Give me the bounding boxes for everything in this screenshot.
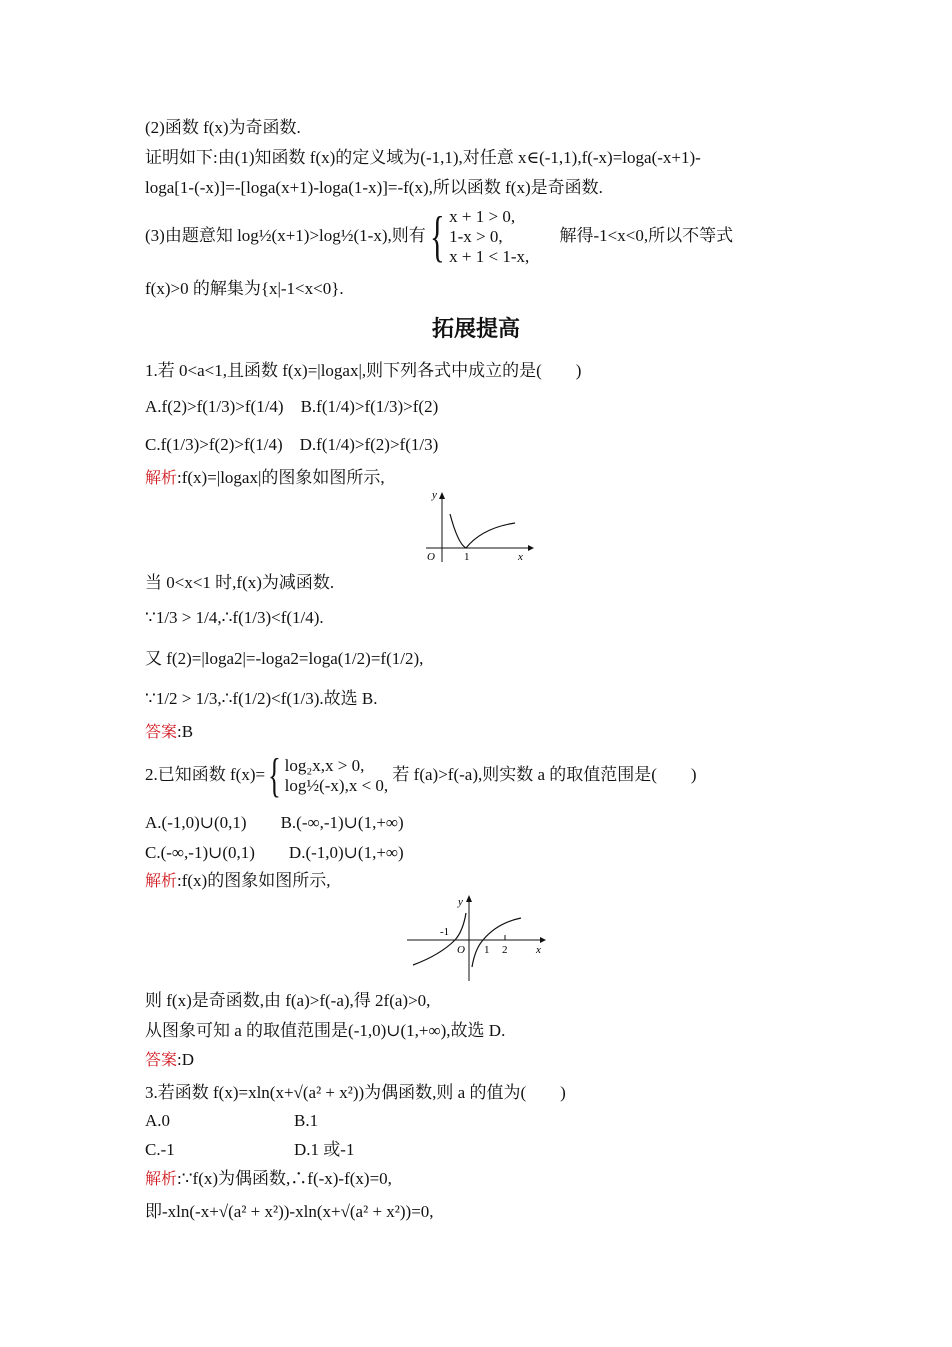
text-line: 则 f(x)是奇函数,由 f(a)>f(-a),得 2f(a)>0, bbox=[145, 991, 431, 1010]
analysis-text: :f(x)=|logax|的图象如图所示, bbox=[177, 468, 385, 487]
question-2: 2.已知函数 f(x)= { log₂x,x > 0, log½(-x),x < 0, 若 f(a)>f(-a),则实数 a 的取值范围是( ) bbox=[145, 749, 697, 803]
tick-label: 1 bbox=[464, 551, 470, 563]
text-fragment: (3)由题意知 log½(x+1)>log½(1-x),则有 bbox=[145, 226, 426, 245]
text-line-system: (3)由题意知 log½(x+1)>log½(1-x),则有 { x + 1 > 0, 1-x > 0, x + 1 < 1-x, 解得-1<x<0,所以不等式 bbox=[145, 206, 734, 269]
piece-row: log½(-x),x < 0, bbox=[284, 776, 389, 796]
option-d: D.1 或-1 bbox=[294, 1140, 355, 1159]
answer-text: :B bbox=[177, 722, 194, 741]
analysis-line bbox=[145, 870, 330, 892]
graph-piecewise-log bbox=[405, 893, 550, 983]
origin-label: O bbox=[427, 551, 435, 563]
graph-abs-log bbox=[420, 490, 535, 565]
text-line: 当 0<x<1 时,f(x)为减函数. bbox=[145, 573, 335, 592]
text-line: 又 f(2)=|loga2|=-loga2=loga(1/2)=f(1/2), bbox=[145, 649, 424, 668]
x-axis-label: x bbox=[518, 551, 523, 563]
text-fragment: 若 f(a)>f(-a),则实数 a 的取值范围是( ) bbox=[392, 765, 697, 784]
text-line: 从图象可知 a 的取值范围是(-1,0)∪(1,+∞),故选 D. bbox=[145, 1021, 506, 1040]
analysis-line bbox=[145, 467, 385, 489]
analysis-label: 解析 bbox=[145, 871, 178, 890]
option-a: A.0 bbox=[145, 1111, 171, 1130]
y-axis-label: y bbox=[458, 896, 463, 908]
text-line: loga[1-(-x)]=-[loga(x+1)-loga(1-x)]=-f(x),所以函数 f(x)是奇函数. bbox=[145, 178, 603, 197]
section-title: 拓展提高 bbox=[431, 317, 520, 342]
text-fragment: 解得-1<x<0,所以不等式 bbox=[559, 226, 734, 245]
system-row: x + 1 > 0, bbox=[449, 207, 516, 227]
origin-label: O bbox=[457, 944, 465, 956]
analysis-label: 解析 bbox=[145, 1169, 178, 1188]
answer-line bbox=[145, 1049, 194, 1071]
question-1: 1.若 0<a<1,且函数 f(x)=|logax|,则下列各式中成立的是( ) bbox=[145, 361, 582, 380]
piece-row: log₂x,x > 0, bbox=[284, 756, 365, 776]
tick-label: 1 bbox=[484, 944, 490, 956]
text-line: 即-xln(-x+√(a² + x²))-xln(x+√(a² + x²))=0, bbox=[145, 1202, 434, 1221]
inequality-system bbox=[449, 207, 529, 267]
tick-label: -1 bbox=[440, 926, 450, 938]
option-b: B.1 bbox=[294, 1111, 319, 1130]
option-line: A.f(2)>f(1/3)>f(1/4) B.f(1/4)>f(1/3)>f(2) bbox=[145, 397, 439, 416]
text-fragment: 2.已知函数 f(x)= bbox=[145, 765, 266, 784]
answer-line bbox=[145, 721, 193, 743]
option-line: C.(-∞,-1)∪(0,1) D.(-1,0)∪(1,+∞) bbox=[145, 843, 404, 862]
analysis-text: :∵f(x)为偶函数,∴f(-x)-f(x)=0, bbox=[177, 1169, 392, 1188]
text-line: 证明如下:由(1)知函数 f(x)的定义域为(-1,1),对任意 x∈(-1,1),f(-x)=loga(-x+1)- bbox=[145, 148, 701, 167]
option-c: C.-1 bbox=[145, 1140, 175, 1159]
piecewise-function bbox=[285, 756, 389, 796]
tick-label: 2 bbox=[502, 944, 508, 956]
option-line: C.f(1/3)>f(2)>f(1/4) D.f(1/4)>f(2)>f(1/3) bbox=[145, 435, 439, 454]
y-axis-label: y bbox=[432, 490, 437, 501]
analysis-label: 解析 bbox=[145, 468, 178, 487]
answer-label: 答案 bbox=[145, 722, 178, 741]
system-row: 1-x > 0, bbox=[449, 227, 503, 247]
x-axis-label: x bbox=[536, 944, 541, 956]
text-line: f(x)>0 的解集为{x|-1<x<0}. bbox=[145, 279, 344, 298]
text-line: ∵1/3 > 1/4,∴f(1/3)<f(1/4). bbox=[145, 608, 324, 627]
system-row: x + 1 < 1-x, bbox=[449, 247, 530, 267]
analysis-line bbox=[145, 1168, 392, 1190]
answer-text: :D bbox=[177, 1050, 195, 1069]
question-3: 3.若函数 f(x)=xln(x+√(a² + x²))为偶函数,则 a 的值为( ) bbox=[145, 1083, 566, 1102]
analysis-text: :f(x)的图象如图所示, bbox=[177, 871, 331, 890]
text-line: ∵1/2 > 1/3,∴f(1/2)<f(1/3).故选 B. bbox=[145, 689, 378, 708]
text-line: (2)函数 f(x)为奇函数. bbox=[145, 118, 301, 137]
option-line: A.(-1,0)∪(0,1) B.(-∞,-1)∪(1,+∞) bbox=[145, 813, 404, 832]
answer-label: 答案 bbox=[145, 1050, 178, 1069]
